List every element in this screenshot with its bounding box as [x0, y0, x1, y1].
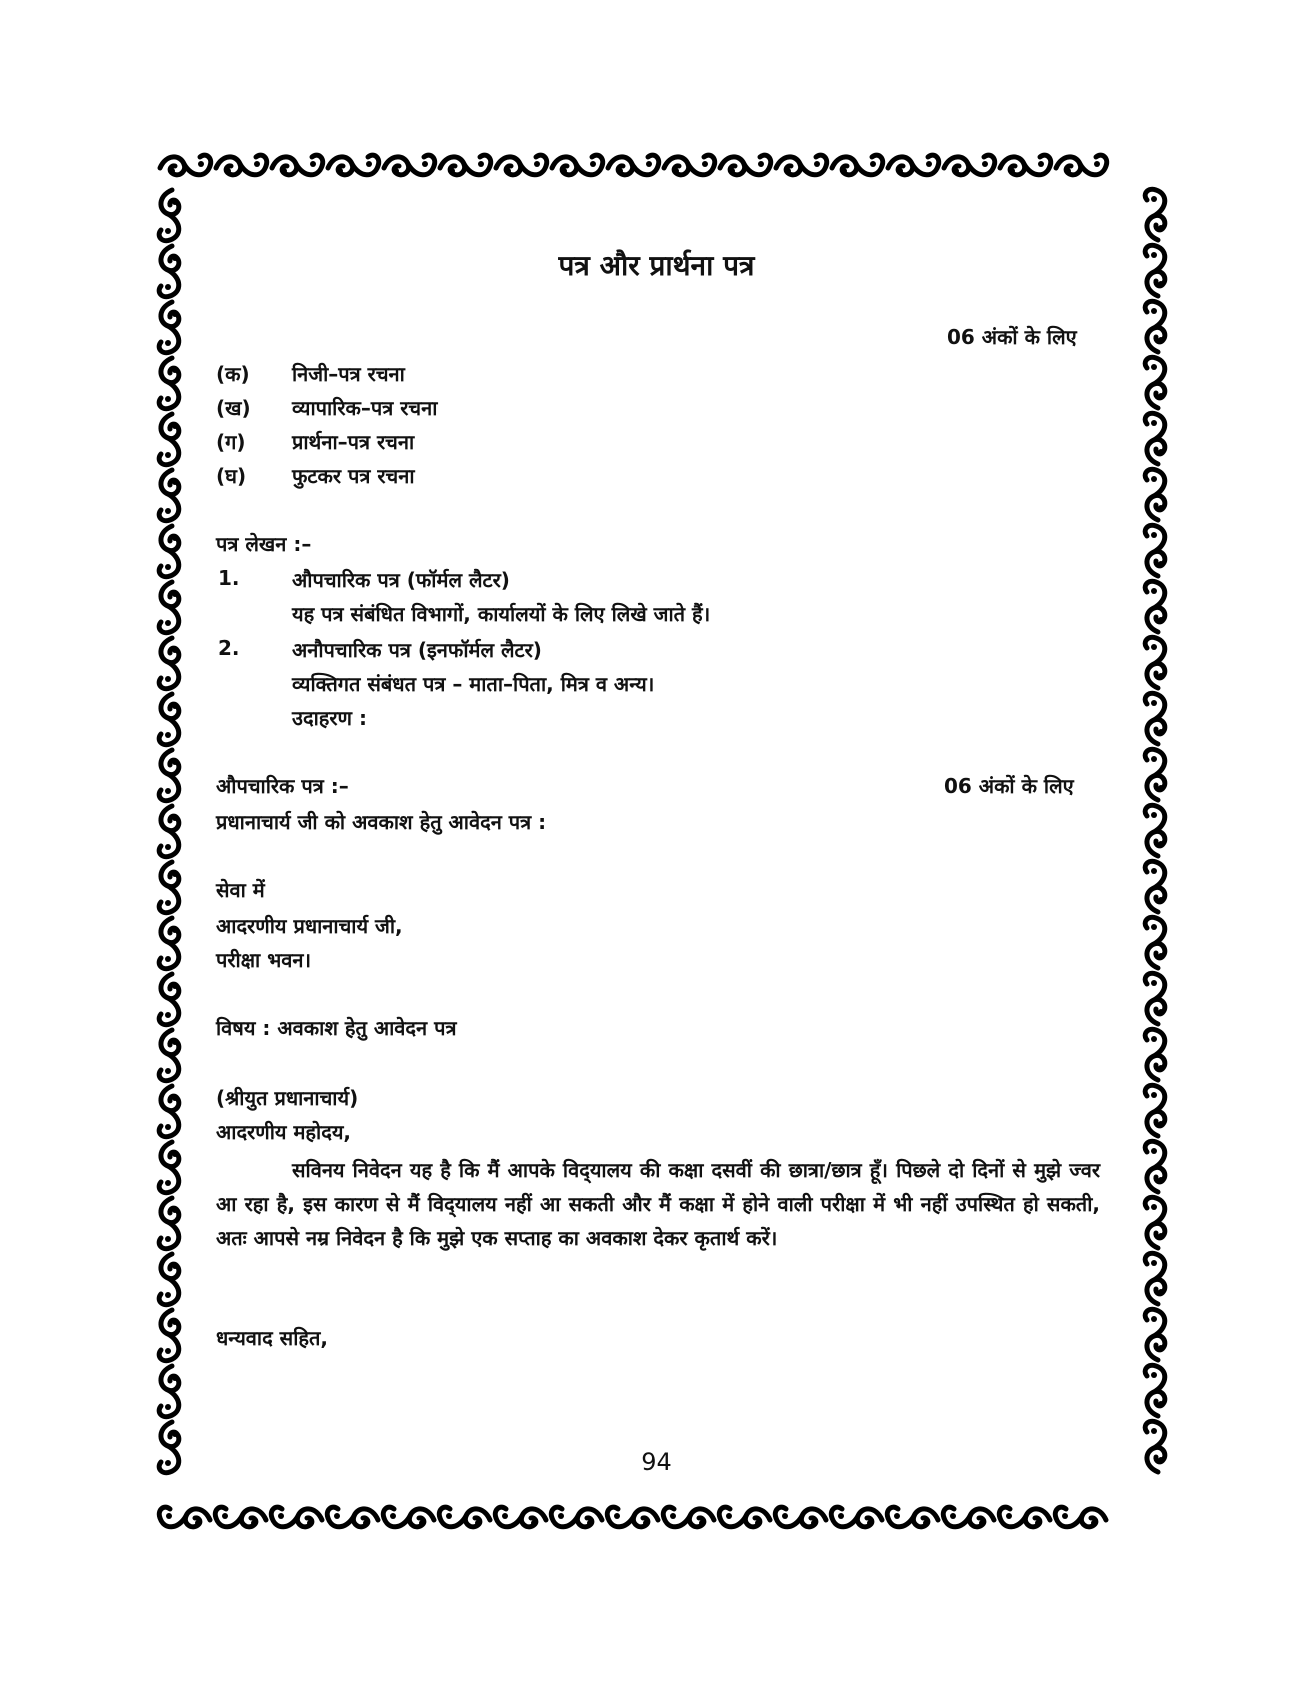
section-label: (घ) [216, 464, 247, 488]
section-label: (ग) [216, 430, 246, 454]
letter-addressee: आदरणीय प्रधानाचार्य जी, [216, 914, 403, 938]
section-label: (ख) [216, 396, 251, 420]
item-description: व्यक्तिगत संबंधत पत्र – माता–पिता, मित्र व अन्य। [292, 672, 655, 696]
letter-place: परीक्षा भवन। [216, 948, 312, 972]
item-title: औपचारिक पत्र (फॉर्मल लैटर) [292, 568, 510, 592]
formal-heading: औपचारिक पत्र :– [216, 774, 349, 798]
letter-salutation: आदरणीय महोदय, [216, 1120, 352, 1144]
formal-subheading: प्रधानाचार्य जी को अवकाश हेतु आवेदन पत्र : [216, 810, 547, 834]
letter-closing: धन्यवाद सहित, [216, 1326, 329, 1350]
letter-subject: विषय : अवकाश हेतु आवेदन पत्र [216, 1016, 457, 1040]
page-number: 94 [641, 1448, 672, 1476]
section-text: निजी–पत्र रचना [292, 362, 405, 386]
section-text: व्यापारिक–पत्र रचना [292, 396, 438, 420]
example-label: उदाहरण : [292, 706, 367, 730]
item-description: यह पत्र संबंधित विभागों, कार्यालयों के लिए लिखे जाते हैं। [292, 602, 711, 626]
item-title: अनौपचारिक पत्र (इनफॉर्मल लैटर) [292, 638, 542, 662]
section-text: फुटकर पत्र रचना [292, 464, 415, 488]
letter-body: सविनय निवेदन यह है कि मैं आपके विद्‌यालय की कक्षा दसवीं की छात्रा/छात्र हूँ। पिछले दो दिनों से मुझे ज्वर आ रहा है, इस कारण से मैं विद्‌यालय नहीं आ सकती और मैं कक्षा में होने वाली परीक्षा में भी नहीं उपस्थित हो सकती, अतः आपसे नम्र निवेदन है कि मुझे एक सप्ताह का अवकाश देकर कृतार्थ करें। [216, 1158, 1100, 1250]
letter-to: सेवा में [216, 878, 265, 902]
letter-salutation: (श्रीयुत प्रधानाचार्य) [216, 1086, 359, 1110]
marks-label: 06 अंकों के लिए [944, 774, 1074, 798]
writing-heading: पत्र लेखन :– [216, 532, 312, 556]
marks-label: 06 अंकों के लिए [947, 325, 1077, 349]
section-label: (क) [216, 362, 250, 386]
item-number: 1. [218, 566, 240, 590]
item-number: 2. [218, 636, 240, 660]
section-text: प्रार्थना–पत्र रचना [292, 430, 415, 454]
page-title: पत्र और प्रार्थना पत्र [558, 249, 755, 282]
